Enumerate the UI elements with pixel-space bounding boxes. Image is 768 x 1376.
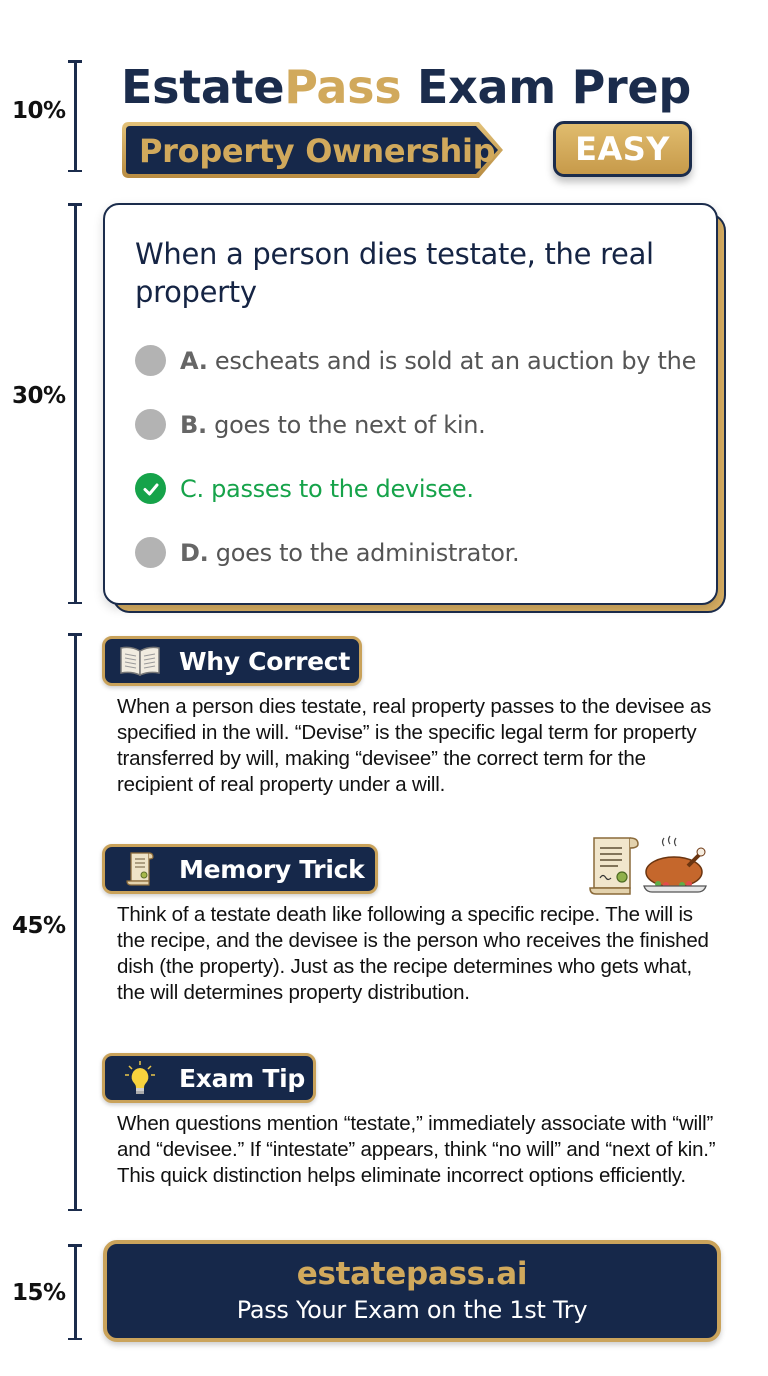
title-exam-prep: Exam Prep bbox=[401, 60, 691, 114]
option-d[interactable] bbox=[135, 537, 519, 568]
memory-trick-title: Memory Trick bbox=[179, 854, 365, 884]
footer-banner[interactable] bbox=[103, 1240, 721, 1342]
option-text: goes to the next of kin. bbox=[206, 410, 486, 439]
page-title bbox=[121, 60, 691, 114]
bracket-label-question: 30% bbox=[12, 383, 66, 409]
option-b[interactable] bbox=[135, 409, 485, 440]
bracket-header bbox=[68, 60, 82, 172]
memory-trick-illustration bbox=[588, 834, 713, 896]
scroll-icon bbox=[119, 852, 161, 886]
exam-tip-body: When questions mention “testate,” immediately associate with “will” and “devisee.” If “intestate” appears, think “no will” and “next of kin.” This quick distinction helps eliminate incorrect options efficiently. bbox=[117, 1112, 716, 1187]
option-letter: A. bbox=[180, 346, 208, 375]
bracket-explanation bbox=[68, 633, 82, 1211]
title-pass: Pass bbox=[284, 60, 402, 114]
footer-site[interactable]: estatepass.ai bbox=[296, 1256, 528, 1292]
bracket-footer bbox=[68, 1244, 82, 1340]
exam-tip-title: Exam Tip bbox=[179, 1063, 305, 1093]
bracket-question bbox=[68, 203, 82, 604]
option-radio-icon bbox=[135, 537, 166, 568]
option-letter: B. bbox=[180, 410, 207, 439]
why-correct-body: When a person dies testate, real property passes to the devisee as specified in the will. “Devise” is the specific legal term for property transferred by will, making “devisee” the correct term for the recipient of real property under a will. bbox=[117, 695, 712, 796]
checkmark-icon bbox=[135, 473, 166, 504]
lightbulb-icon bbox=[119, 1061, 161, 1095]
bracket-label-header: 10% bbox=[12, 98, 66, 124]
option-a[interactable] bbox=[135, 345, 696, 376]
question-card bbox=[103, 203, 718, 605]
option-text: goes to the administrator. bbox=[208, 538, 520, 567]
bracket-label-explanation: 45% bbox=[12, 913, 66, 939]
option-radio-icon bbox=[135, 345, 166, 376]
will-and-turkey-icon bbox=[588, 834, 713, 896]
roast-turkey-icon bbox=[644, 836, 706, 892]
option-letter: C. bbox=[180, 474, 204, 503]
open-book-icon bbox=[119, 644, 161, 678]
option-letter: D. bbox=[180, 538, 209, 567]
why-correct-header bbox=[102, 636, 362, 686]
memory-trick-header bbox=[102, 844, 378, 894]
option-c[interactable] bbox=[135, 473, 474, 504]
difficulty-badge: EASY bbox=[553, 121, 692, 177]
title-estate: Estate bbox=[121, 60, 285, 114]
option-text: escheats and is sold at an auction by the bbox=[207, 346, 697, 375]
bracket-label-footer: 15% bbox=[12, 1280, 66, 1306]
question-text: When a person dies testate, the real property bbox=[135, 237, 654, 309]
will-scroll-icon bbox=[590, 838, 638, 894]
exam-tip-header bbox=[102, 1053, 316, 1103]
memory-trick-body: Think of a testate death like following a specific recipe. The will is the recipe, and the devisee is the person who receives the finished dish (the property). Just as the recipe determines who gets what, the will determines property distribution. bbox=[117, 903, 709, 1004]
why-correct-title: Why Correct bbox=[179, 646, 350, 676]
topic-label: Property Ownership bbox=[139, 132, 496, 170]
footer-tagline: Pass Your Exam on the 1st Try bbox=[236, 1296, 588, 1324]
topic-badge bbox=[121, 121, 503, 179]
option-radio-icon bbox=[135, 409, 166, 440]
option-text: passes to the devisee. bbox=[203, 474, 474, 503]
